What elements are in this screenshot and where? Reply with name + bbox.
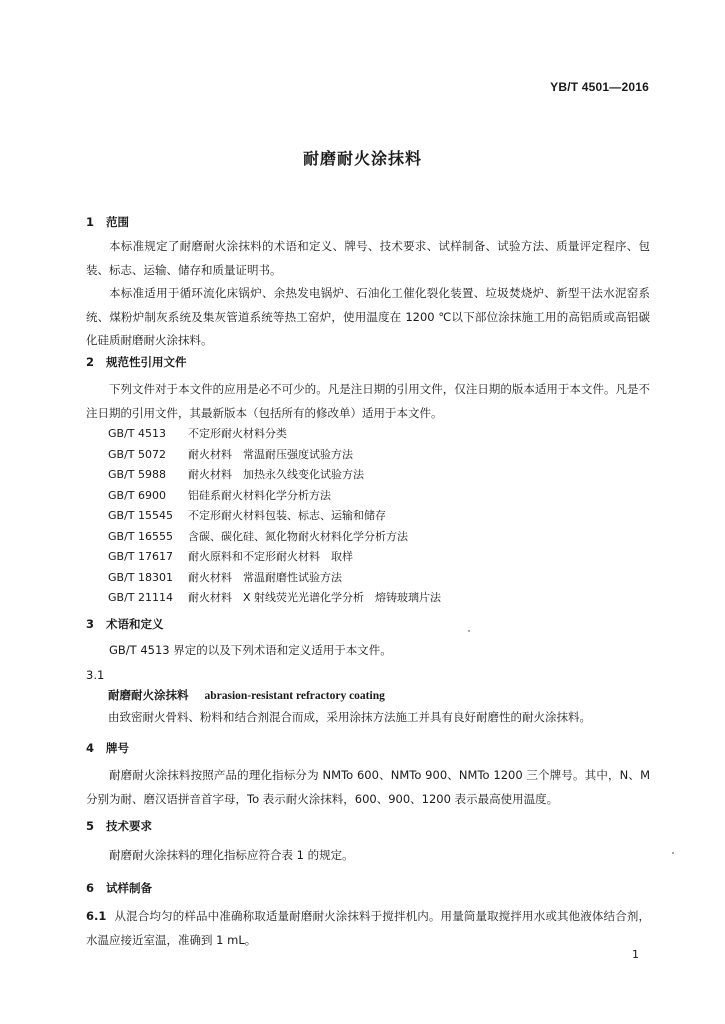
reference-name: 不定形耐火材料分类 [188,427,287,440]
reference-code: GB/T 4513 [108,427,166,440]
terms-intro: GB/T 4513 界定的以及下列术语和定义适用于本文件。 [109,643,392,657]
section-number: 5 [86,819,95,833]
reference-item [108,568,441,589]
scope-paragraph-1: 本标准规定了耐磨耐火涂抹料的术语和定义、牌号、技术要求、试样制备、试验方法、质量评定程序、包装、标志、运输、储存和质量证明书。 [86,239,650,277]
term-number: 3.1 [86,668,105,682]
section-6-heading [86,880,152,896]
reference-item [108,465,441,486]
reference-name: 耐火材料 常温耐磨性试验方法 [188,570,342,584]
section-1-heading [86,214,129,230]
reference-code: GB/T 5988 [108,468,166,481]
reference-name: 不定形耐火材料包装、标志、运输和储存 [188,509,386,522]
reference-code: GB/T 5072 [108,447,166,461]
section-title: 牌号 [106,741,129,755]
clause-number: 6.1 [86,909,107,923]
scope-paragraph-2: 本标准适用于循环流化床锅炉、余热发电锅炉、石油化工催化裂化装置、垃圾焚烧炉、新型干法水泥窑系统、煤粉炉制灰系统及集灰管道系统等热工窑炉，使用温度在 1200 ℃以下部位涂抹施工用的高铝质或高铝碳化硅质耐磨耐火涂抹料。 [86,286,650,347]
clause-6-1 [86,905,650,952]
reference-item [108,588,441,609]
reference-item [108,445,441,466]
term-entry [108,687,385,703]
clause-text: 从混合均匀的样品中准确称取适量耐磨耐火涂抹料于搅拌机内。用量筒量取搅拌用水或其他液体结合剂，水温应接近室温，准确到 1 mL。 [86,909,650,947]
scan-speck [468,630,470,632]
normative-references-intro: 下列文件对于本文件的应用是必不可少的。凡是注日期的引用文件，仅注日期的版本适用于本文件。凡是不注日期的引用文件，其最新版本（包括所有的修改单）适用于本文件。 [86,382,650,420]
section-title: 规范性引用文件 [106,355,187,369]
section-number: 2 [86,355,95,369]
reference-item [108,486,441,507]
reference-name: 含碳、碳化硅、氮化物耐火材料化学分析方法 [188,529,408,543]
reference-code: GB/T 16555 [108,529,173,543]
reference-code: GB/T 6900 [108,488,166,502]
section-title: 技术要求 [106,819,152,833]
section-3-heading [86,616,164,632]
reference-item [108,547,441,568]
term-definition: 由致密耐火骨料、粉料和结合剂混合而成，采用涂抹方法施工并具有良好耐磨性的耐火涂抹料。 [108,710,591,724]
reference-item [108,506,441,527]
section-5-heading [86,818,152,834]
term-english: abrasion-resistant refractory coating [204,690,385,702]
section-number: 1 [86,215,95,229]
technical-requirements-paragraph: 耐磨耐火涂抹料的理化指标应符合表 1 的规定。 [109,848,354,862]
section-number: 4 [86,741,95,755]
reference-name: 耐火材料 X 射线荧光光谱化学分析 熔铸玻璃片法 [188,591,442,604]
reference-code: GB/T 17617 [108,550,173,563]
reference-code: GB/T 21114 [108,591,173,604]
grade-paragraph: 耐磨耐火涂抹料按照产品的理化指标分为 NMTo 600、NMTo 900、NMTo 1200 三个牌号。其中，N、M 分别为耐、磨汉语拼音首字母，To 表示耐火涂抹料，600、900、1200 表示最高使用温度。 [86,768,650,806]
section-title: 试样制备 [106,881,152,895]
term-chinese: 耐磨耐火涂抹料 [108,688,189,702]
standard-code: YB/T 4501—2016 [550,80,649,94]
reference-code: GB/T 15545 [108,509,173,522]
reference-item [108,424,441,445]
reference-name: 耐火原料和不定形耐火材料 取样 [188,550,353,563]
reference-item [108,527,441,548]
section-title: 术语和定义 [106,617,164,631]
reference-list [108,424,441,609]
section-title: 范围 [106,215,129,229]
reference-name: 铝硅系耐火材料化学分析方法 [188,488,331,502]
scan-speck [672,852,674,854]
section-number: 3 [86,617,95,631]
reference-name: 耐火材料 常温耐压强度试验方法 [188,447,353,461]
reference-name: 耐火材料 加热永久线变化试验方法 [188,468,364,481]
reference-code: GB/T 18301 [108,570,173,584]
document-title: 耐磨耐火涂抹料 [302,149,422,168]
section-2-heading [86,354,187,370]
section-number: 6 [86,881,95,895]
page-number: 1 [632,948,639,961]
section-4-heading [86,740,129,756]
